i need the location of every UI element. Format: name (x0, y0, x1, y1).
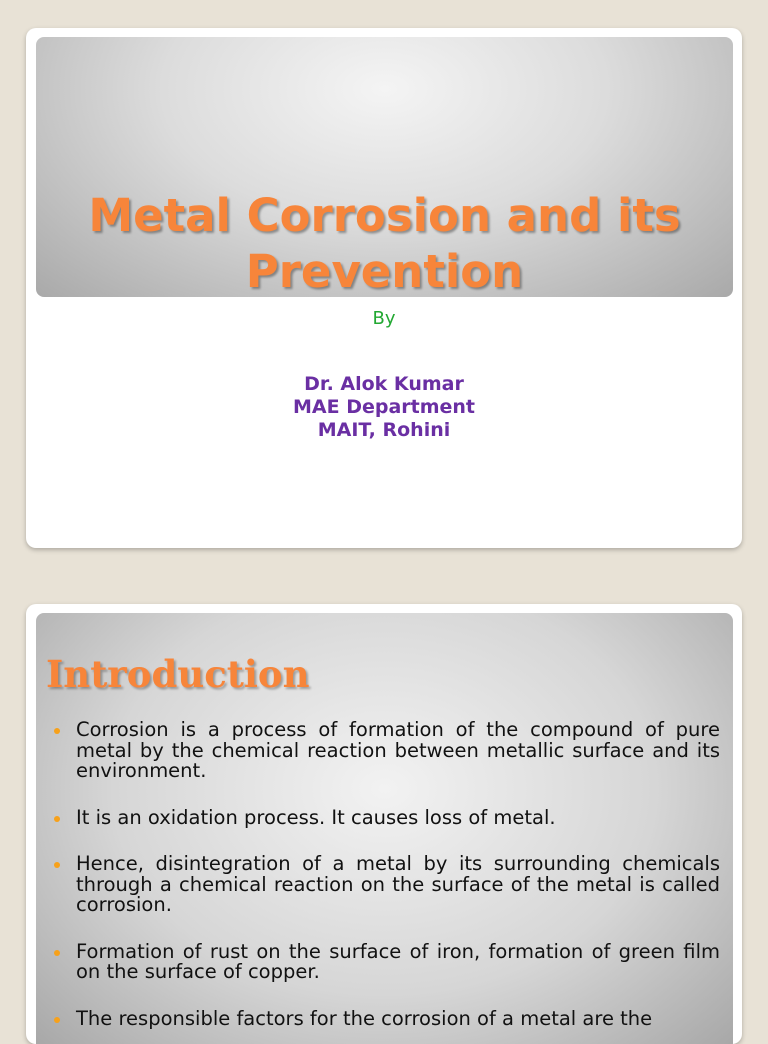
list-item (48, 939, 720, 983)
author-department: MAE Department (292, 396, 476, 418)
bullet-icon (54, 1017, 60, 1023)
title-line-1: Metal Corrosion and its (88, 189, 681, 242)
author-name: Dr. Alok Kumar (304, 373, 464, 395)
introduction-slide (26, 604, 742, 1044)
list-item (48, 1006, 720, 1030)
presentation-title (36, 188, 733, 300)
bullet-icon (54, 950, 60, 956)
list-item (48, 854, 720, 916)
author-institution: MAIT, Rohini (317, 419, 451, 441)
bullet-text: It is an oxidation process. It causes loss of metal. (76, 805, 556, 829)
bullet-text: Formation of rust on the surface of iron, formation of green film on the surface of copper. (76, 939, 720, 983)
bullet-text: Corrosion is a process of formation of the compound of pure metal by the chemical reaction between metallic surface and its environment. (76, 718, 720, 782)
bullet-icon (54, 862, 60, 868)
bullet-list (48, 720, 720, 1044)
bullet-icon (54, 816, 60, 822)
list-item (48, 805, 720, 829)
title-line-2: Prevention (245, 245, 524, 298)
bullet-icon (54, 728, 60, 734)
by-label: By (372, 308, 396, 329)
list-item (48, 720, 720, 782)
author-block (26, 373, 742, 442)
bullet-text: Hence, disintegration of a metal by its surrounding chemicals through a chemical reaction on the surface of the metal is called corrosion. (76, 852, 720, 916)
title-slide (26, 28, 742, 548)
section-title: Introduction (46, 652, 310, 696)
bullet-text: The responsible factors for the corrosion of a metal are the (76, 1006, 653, 1030)
